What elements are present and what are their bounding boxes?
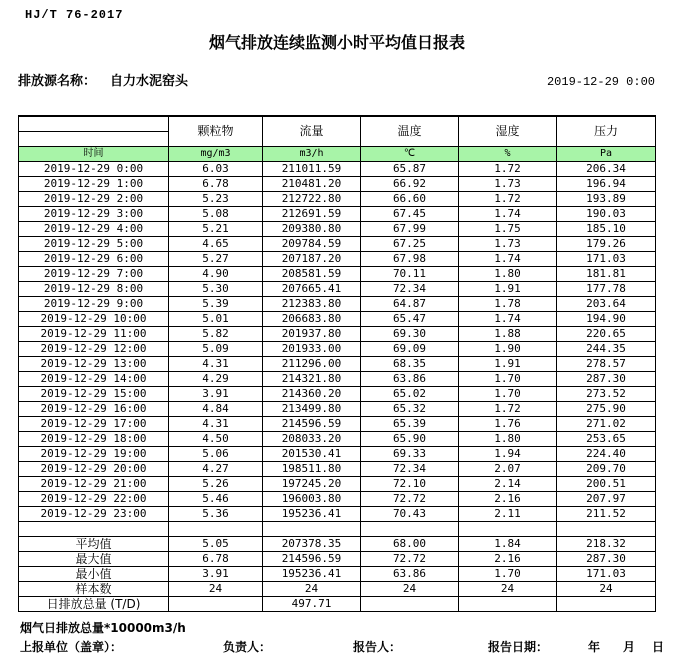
- value-cell: [169, 521, 263, 536]
- value-cell: 1.74: [459, 206, 557, 221]
- value-cell: 69.33: [361, 446, 459, 461]
- data-row: [19, 326, 656, 341]
- value-cell: 201937.80: [263, 326, 361, 341]
- value-cell: 5.01: [169, 311, 263, 326]
- year-label: 年: [588, 640, 601, 654]
- value-cell: 220.65: [557, 326, 656, 341]
- data-row: [19, 191, 656, 206]
- data-row: [19, 476, 656, 491]
- column-header-flow: 流量: [263, 116, 361, 146]
- value-cell: 5.36: [169, 506, 263, 521]
- value-cell: 212383.80: [263, 296, 361, 311]
- data-row: [19, 416, 656, 431]
- value-cell: 497.71: [263, 596, 361, 611]
- signature-row: [0, 638, 674, 654]
- reporting-unit-label: 上报单位（盖章）：: [20, 640, 123, 654]
- value-cell: 211011.59: [263, 161, 361, 176]
- row-label-cell: 2019-12-29 2:00: [19, 191, 169, 206]
- value-cell: 5.05: [169, 536, 263, 551]
- value-cell: 24: [459, 581, 557, 596]
- data-row: [19, 176, 656, 191]
- data-row: [19, 431, 656, 446]
- value-cell: 287.30: [557, 371, 656, 386]
- value-cell: 185.10: [557, 221, 656, 236]
- row-label-cell: 2019-12-29 9:00: [19, 296, 169, 311]
- value-cell: 275.90: [557, 401, 656, 416]
- standard-code: HJ/T 76-2017: [25, 8, 124, 22]
- value-cell: 194.90: [557, 311, 656, 326]
- data-row: [19, 491, 656, 506]
- value-cell: 1.73: [459, 176, 557, 191]
- value-cell: 1.72: [459, 161, 557, 176]
- unit-cell-flow: m3/h: [263, 146, 361, 161]
- value-cell: 1.70: [459, 386, 557, 401]
- value-cell: [361, 596, 459, 611]
- value-cell: 1.88: [459, 326, 557, 341]
- row-label-cell: 2019-12-29 22:00: [19, 491, 169, 506]
- value-cell: 5.23: [169, 191, 263, 206]
- value-cell: 195236.41: [263, 506, 361, 521]
- value-cell: 4.27: [169, 461, 263, 476]
- value-cell: 69.30: [361, 326, 459, 341]
- value-cell: 201530.41: [263, 446, 361, 461]
- row-label-cell: 平均值: [19, 536, 169, 551]
- value-cell: 1.70: [459, 566, 557, 581]
- value-cell: 4.84: [169, 401, 263, 416]
- data-row: [19, 401, 656, 416]
- value-cell: 1.72: [459, 401, 557, 416]
- spacer-row: [19, 521, 656, 536]
- value-cell: 2.14: [459, 476, 557, 491]
- month-label: 月: [623, 640, 636, 654]
- value-cell: 1.75: [459, 221, 557, 236]
- value-cell: 273.52: [557, 386, 656, 401]
- value-cell: 206683.80: [263, 311, 361, 326]
- summary-row: [19, 566, 656, 581]
- value-cell: 4.65: [169, 236, 263, 251]
- value-cell: 72.34: [361, 281, 459, 296]
- unit-cell-particulate: mg/m3: [169, 146, 263, 161]
- value-cell: 72.10: [361, 476, 459, 491]
- value-cell: 214321.80: [263, 371, 361, 386]
- value-cell: 1.84: [459, 536, 557, 551]
- summary-row: [19, 536, 656, 551]
- header-row-top: [19, 116, 656, 131]
- row-label-cell: 2019-12-29 16:00: [19, 401, 169, 416]
- row-label-cell: 2019-12-29 14:00: [19, 371, 169, 386]
- row-label-cell: 最大值: [19, 551, 169, 566]
- value-cell: 210481.20: [263, 176, 361, 191]
- value-cell: 1.80: [459, 266, 557, 281]
- value-cell: 65.02: [361, 386, 459, 401]
- value-cell: 4.29: [169, 371, 263, 386]
- value-cell: 5.06: [169, 446, 263, 461]
- value-cell: 65.39: [361, 416, 459, 431]
- value-cell: 214360.20: [263, 386, 361, 401]
- summary-row: [19, 581, 656, 596]
- column-header-particulate: 颗粒物: [169, 116, 263, 146]
- value-cell: 1.91: [459, 356, 557, 371]
- value-cell: 1.80: [459, 431, 557, 446]
- value-cell: 24: [361, 581, 459, 596]
- value-cell: 207187.20: [263, 251, 361, 266]
- value-cell: 208581.59: [263, 266, 361, 281]
- row-label-cell: 2019-12-29 1:00: [19, 176, 169, 191]
- row-label-cell: [19, 521, 169, 536]
- value-cell: 4.50: [169, 431, 263, 446]
- row-label-cell: 2019-12-29 21:00: [19, 476, 169, 491]
- value-cell: 208033.20: [263, 431, 361, 446]
- value-cell: 198511.80: [263, 461, 361, 476]
- value-cell: 67.45: [361, 206, 459, 221]
- value-cell: 4.31: [169, 416, 263, 431]
- value-cell: 212722.80: [263, 191, 361, 206]
- value-cell: 5.46: [169, 491, 263, 506]
- row-label-cell: 2019-12-29 8:00: [19, 281, 169, 296]
- value-cell: 190.03: [557, 206, 656, 221]
- data-row: [19, 341, 656, 356]
- summary-row: [19, 551, 656, 566]
- value-cell: 197245.20: [263, 476, 361, 491]
- value-cell: [557, 521, 656, 536]
- data-row: [19, 236, 656, 251]
- value-cell: 206.34: [557, 161, 656, 176]
- value-cell: 72.34: [361, 461, 459, 476]
- value-cell: 4.31: [169, 356, 263, 371]
- report-datetime: 2019-12-29 0:00: [546, 75, 655, 89]
- value-cell: 4.90: [169, 266, 263, 281]
- time-header-cell: 时间: [19, 146, 169, 161]
- value-cell: 67.99: [361, 221, 459, 236]
- value-cell: 6.03: [169, 161, 263, 176]
- row-label-cell: 日排放总量 (T/D): [19, 596, 169, 611]
- value-cell: 1.76: [459, 416, 557, 431]
- value-cell: 68.35: [361, 356, 459, 371]
- row-label-cell: 样本数: [19, 581, 169, 596]
- value-cell: 24: [169, 581, 263, 596]
- value-cell: 67.25: [361, 236, 459, 251]
- data-row: [19, 206, 656, 221]
- total-emission-note: 烟气日排放总量*10000m3/h: [20, 621, 186, 635]
- value-cell: 72.72: [361, 491, 459, 506]
- page-title: 烟气排放连续监测小时平均值日报表: [208, 33, 465, 52]
- value-cell: 2.16: [459, 551, 557, 566]
- row-label-cell: 2019-12-29 11:00: [19, 326, 169, 341]
- row-label-cell: 2019-12-29 5:00: [19, 236, 169, 251]
- row-label-cell: 2019-12-29 7:00: [19, 266, 169, 281]
- value-cell: 207665.41: [263, 281, 361, 296]
- value-cell: 171.03: [557, 251, 656, 266]
- unit-cell-pressure: Pa: [557, 146, 656, 161]
- row-label-cell: 2019-12-29 3:00: [19, 206, 169, 221]
- value-cell: 207378.35: [263, 536, 361, 551]
- value-cell: 1.72: [459, 191, 557, 206]
- data-row: [19, 446, 656, 461]
- value-cell: 3.91: [169, 386, 263, 401]
- value-cell: 5.09: [169, 341, 263, 356]
- value-cell: 65.47: [361, 311, 459, 326]
- value-cell: 244.35: [557, 341, 656, 356]
- data-row: [19, 281, 656, 296]
- data-row: [19, 506, 656, 521]
- report-table: [18, 115, 656, 612]
- value-cell: 214596.59: [263, 551, 361, 566]
- row-label-cell: 2019-12-29 20:00: [19, 461, 169, 476]
- row-label-cell: 2019-12-29 17:00: [19, 416, 169, 431]
- responsible-person-label: 负责人：: [223, 640, 272, 654]
- value-cell: 63.86: [361, 566, 459, 581]
- value-cell: 218.32: [557, 536, 656, 551]
- data-row: [19, 161, 656, 176]
- value-cell: 3.91: [169, 566, 263, 581]
- value-cell: 5.21: [169, 221, 263, 236]
- value-cell: 68.00: [361, 536, 459, 551]
- column-header-humidity: 湿度: [459, 116, 557, 146]
- value-cell: 66.60: [361, 191, 459, 206]
- value-cell: 196.94: [557, 176, 656, 191]
- value-cell: 207.97: [557, 491, 656, 506]
- row-label-cell: 2019-12-29 18:00: [19, 431, 169, 446]
- report-date-label: 报告日期：: [488, 640, 549, 654]
- value-cell: 211.52: [557, 506, 656, 521]
- source-name-group: [18, 70, 188, 89]
- value-cell: [263, 521, 361, 536]
- value-cell: 2.11: [459, 506, 557, 521]
- meta-row: [18, 70, 655, 89]
- data-row: [19, 251, 656, 266]
- value-cell: 214596.59: [263, 416, 361, 431]
- header-corner-bottom-cell: [19, 131, 169, 146]
- data-row: [19, 356, 656, 371]
- value-cell: 1.73: [459, 236, 557, 251]
- data-row: [19, 386, 656, 401]
- value-cell: 69.09: [361, 341, 459, 356]
- row-label-cell: 2019-12-29 12:00: [19, 341, 169, 356]
- header-corner-top-cell: [19, 116, 169, 131]
- value-cell: 209380.80: [263, 221, 361, 236]
- value-cell: 209784.59: [263, 236, 361, 251]
- day-label: 日: [652, 640, 665, 654]
- value-cell: 2.07: [459, 461, 557, 476]
- value-cell: 66.92: [361, 176, 459, 191]
- table-body: [19, 161, 656, 611]
- source-name: 自力水泥窑头: [110, 74, 189, 89]
- value-cell: 67.98: [361, 251, 459, 266]
- value-cell: 287.30: [557, 551, 656, 566]
- value-cell: 209.70: [557, 461, 656, 476]
- value-cell: 193.89: [557, 191, 656, 206]
- units-row: [19, 146, 656, 161]
- value-cell: 72.72: [361, 551, 459, 566]
- value-cell: 65.32: [361, 401, 459, 416]
- reporter-label: 报告人：: [353, 640, 402, 654]
- value-cell: 5.26: [169, 476, 263, 491]
- value-cell: 24: [263, 581, 361, 596]
- value-cell: 5.08: [169, 206, 263, 221]
- value-cell: 70.11: [361, 266, 459, 281]
- value-cell: 1.70: [459, 371, 557, 386]
- value-cell: 224.40: [557, 446, 656, 461]
- value-cell: [459, 521, 557, 536]
- value-cell: 1.94: [459, 446, 557, 461]
- value-cell: [169, 596, 263, 611]
- value-cell: 201933.00: [263, 341, 361, 356]
- value-cell: 177.78: [557, 281, 656, 296]
- unit-cell-humidity: %: [459, 146, 557, 161]
- value-cell: 1.90: [459, 341, 557, 356]
- data-row: [19, 461, 656, 476]
- value-cell: 1.91: [459, 281, 557, 296]
- value-cell: 5.39: [169, 296, 263, 311]
- value-cell: 5.27: [169, 251, 263, 266]
- unit-cell-temperature: ℃: [361, 146, 459, 161]
- value-cell: 271.02: [557, 416, 656, 431]
- value-cell: 181.81: [557, 266, 656, 281]
- data-row: [19, 311, 656, 326]
- value-cell: 5.82: [169, 326, 263, 341]
- value-cell: 64.87: [361, 296, 459, 311]
- value-cell: 65.90: [361, 431, 459, 446]
- value-cell: 195236.41: [263, 566, 361, 581]
- value-cell: [557, 596, 656, 611]
- value-cell: 1.74: [459, 311, 557, 326]
- value-cell: 2.16: [459, 491, 557, 506]
- value-cell: 211296.00: [263, 356, 361, 371]
- row-label-cell: 2019-12-29 10:00: [19, 311, 169, 326]
- value-cell: 213499.80: [263, 401, 361, 416]
- data-row: [19, 266, 656, 281]
- value-cell: 203.64: [557, 296, 656, 311]
- value-cell: 1.78: [459, 296, 557, 311]
- value-cell: 200.51: [557, 476, 656, 491]
- value-cell: 6.78: [169, 551, 263, 566]
- row-label-cell: 2019-12-29 13:00: [19, 356, 169, 371]
- value-cell: [361, 521, 459, 536]
- summary-row: [19, 596, 656, 611]
- row-label-cell: 2019-12-29 15:00: [19, 386, 169, 401]
- row-label-cell: 2019-12-29 0:00: [19, 161, 169, 176]
- source-label: 排放源名称：: [18, 74, 97, 89]
- value-cell: 196003.80: [263, 491, 361, 506]
- value-cell: 70.43: [361, 506, 459, 521]
- row-label-cell: 2019-12-29 23:00: [19, 506, 169, 521]
- value-cell: 212691.59: [263, 206, 361, 221]
- value-cell: 1.74: [459, 251, 557, 266]
- value-cell: 253.65: [557, 431, 656, 446]
- value-cell: 5.30: [169, 281, 263, 296]
- data-row: [19, 296, 656, 311]
- value-cell: 278.57: [557, 356, 656, 371]
- value-cell: 179.26: [557, 236, 656, 251]
- value-cell: 6.78: [169, 176, 263, 191]
- value-cell: 24: [557, 581, 656, 596]
- data-row: [19, 221, 656, 236]
- value-cell: [459, 596, 557, 611]
- data-row: [19, 371, 656, 386]
- value-cell: 63.86: [361, 371, 459, 386]
- column-header-temperature: 温度: [361, 116, 459, 146]
- row-label-cell: 2019-12-29 19:00: [19, 446, 169, 461]
- row-label-cell: 最小值: [19, 566, 169, 581]
- value-cell: 65.87: [361, 161, 459, 176]
- column-header-pressure: 压力: [557, 116, 656, 146]
- value-cell: 171.03: [557, 566, 656, 581]
- row-label-cell: 2019-12-29 6:00: [19, 251, 169, 266]
- row-label-cell: 2019-12-29 4:00: [19, 221, 169, 236]
